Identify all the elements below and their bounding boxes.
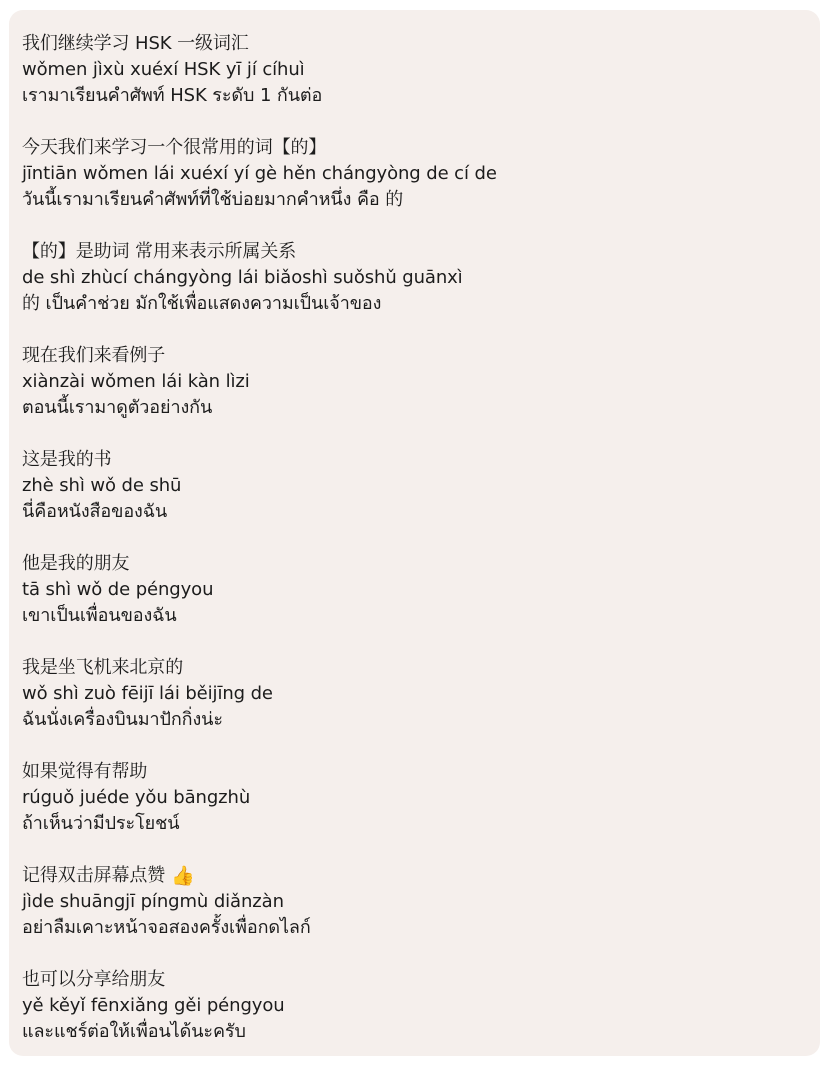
text-block-share — [22, 967, 806, 1045]
pinyin-line: xiànzài wǒmen lái kàn lìzi — [22, 371, 250, 392]
chinese-line: 我们继续学习 HSK 一级词汇 — [22, 33, 249, 54]
chinese-line: 今天我们来学习一个很常用的词【的】 — [22, 137, 327, 158]
chinese-line: 我是坐飞机来北京的 — [22, 657, 184, 678]
text-block-example-1 — [22, 447, 806, 525]
text-block-like — [22, 863, 806, 941]
text-block-example-2 — [22, 551, 806, 629]
message-card — [9, 10, 820, 1056]
chinese-line: 现在我们来看例子 — [22, 345, 166, 366]
chinese-line: 他是我的朋友 — [22, 553, 130, 574]
text-block-helpful — [22, 759, 806, 837]
pinyin-line: yě kěyǐ fēnxiǎng gěi péngyou — [22, 995, 285, 1016]
thai-line: อย่าลืมเคาะหน้าจอสองครั้งเพื่อกดไลก์ — [22, 917, 311, 938]
chinese-line: 也可以分享给朋友 — [22, 969, 166, 990]
pinyin-line: rúguǒ juéde yǒu bāngzhù — [22, 787, 251, 808]
thumbs-up-icon: 👍 — [171, 865, 195, 887]
text-block-today-word — [22, 135, 806, 213]
chinese-line: 【的】是助词 常用来表示所属关系 — [22, 241, 297, 262]
thai-line: ถ้าเห็นว่ามีประโยชน์ — [22, 813, 180, 834]
text-block-examples-intro — [22, 343, 806, 421]
chinese-line: 如果觉得有帮助 — [22, 761, 148, 782]
text-block-definition — [22, 239, 806, 317]
thai-line: วันนี้เรามาเรียนคำศัพท์ที่ใช้บ่อยมากคำหนึ่ง คือ 的 — [22, 189, 404, 210]
thai-line: เรามาเรียนคำศัพท์ HSK ระดับ 1 กันต่อ — [22, 85, 323, 106]
thai-line: และแชร์ต่อให้เพื่อนได้นะครับ — [22, 1021, 246, 1042]
thai-line: เขาเป็นเพื่อนของฉัน — [22, 605, 177, 626]
thai-line: 的 เป็นคำช่วย มักใช้เพื่อแสดงความเป็นเจ้าของ — [22, 293, 382, 314]
text-block-example-3 — [22, 655, 806, 733]
pinyin-line: wǒmen jìxù xuéxí HSK yī jí cíhuì — [22, 59, 305, 80]
pinyin-line: tā shì wǒ de péngyou — [22, 579, 214, 600]
thai-line: ตอนนี้เรามาดูตัวอย่างกัน — [22, 397, 213, 418]
text-block-intro — [22, 31, 806, 109]
thai-line: ฉันนั่งเครื่องบินมาปักกิ่งน่ะ — [22, 709, 223, 730]
pinyin-line: wǒ shì zuò fēijī lái běijīng de — [22, 683, 273, 704]
thai-line: นี่คือหนังสือของฉัน — [22, 501, 168, 522]
chinese-text: 记得双击屏幕点赞 — [22, 865, 166, 886]
pinyin-line: jìde shuāngjī píngmù diǎnzàn — [22, 891, 284, 912]
chinese-line — [22, 863, 806, 889]
chinese-line: 这是我的书 — [22, 449, 112, 470]
pinyin-line: de shì zhùcí chángyòng lái biǎoshì suǒshǔ guānxì — [22, 267, 463, 288]
pinyin-line: zhè shì wǒ de shū — [22, 475, 182, 496]
pinyin-line: jīntiān wǒmen lái xuéxí yí gè hěn chángyòng de cí de — [22, 163, 497, 184]
